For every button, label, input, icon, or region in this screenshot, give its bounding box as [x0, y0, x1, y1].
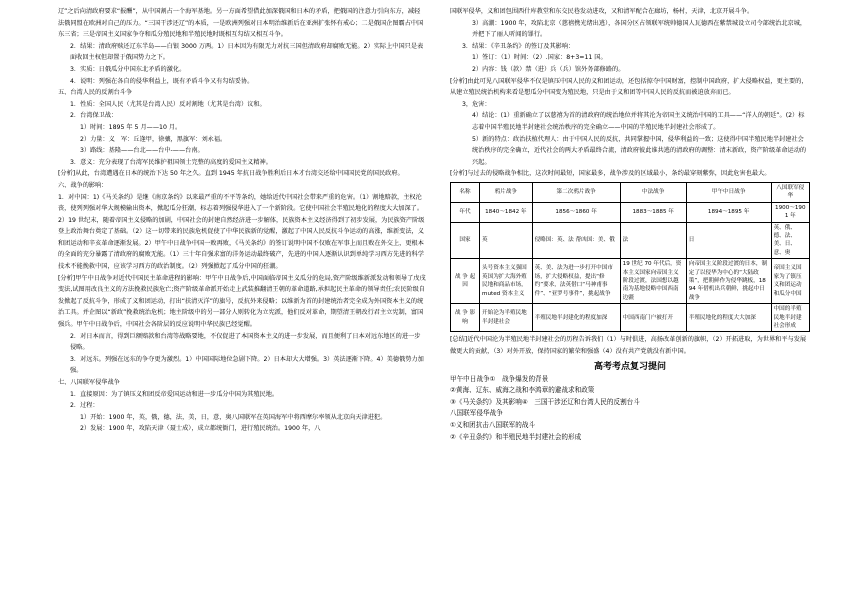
paragraph: 4）结论：(1）重新确立了以慈禧为首的清政府的统治地位并将其沦为帝国主义统治中国的工具——“洋人的朝廷”。(2）标志着中国半殖民地半封建社会统治秩序的完全确立——中国的半殖民地半封建社会形成了。 [472, 112, 805, 131]
paragraph: 3．对远东。列强在远东的争夺更为激烈。1）中国国际地位急剧下降。2）日本却大大增强。3）英法逐渐下降。4）美德俄势力加强。 [70, 355, 424, 375]
paragraph: [分析]由此可见八国联军侵华不仅是镇压中国人民的义和团运动，还包括掠夺中国财富，控制中国政府，扩大侵略权益，更主要的，从建立殖民统治机构来看是想瓜分中国变为殖民地，只是由于义和团等中国人民的反抗而被迫放弃而已。 [450, 77, 808, 97]
review-item: 八国联军侵华战争 [450, 409, 503, 418]
paragraph: 3）路线：基隆——台北——台中-——台南。 [80, 147, 204, 155]
paragraph: 1）签订：（1）时间：（2）.国家：8+3=11 国。 [472, 54, 607, 62]
table-cell: 1840～1842 年 [480, 202, 533, 222]
paragraph: 国联军侵华，义和团包围西什库教堂和东交民巷发动进攻，又和清军配合在廊坊，杨村，天津，北京开展斗争。 [450, 8, 754, 15]
paragraph: 1．对中国：1)《马关条约》是继《南京条约》以来最严重的不平等条约，她给近代中国社会带来严重的危害。（1）割地赔款，主权沦丧，使列列强对华大规模输出资本，掀起瓜分狂潮，标志着列强侵华进入了一个新阶段。它使中国社会半殖民地化的程度大大加深了。2）19 世纪末，随着帝国主义侵略的加剧，中国社会的封建自然经济进一步解体，民族资本主义经济得到了初步发展，为民族资产阶级登上政治舞台奠定了基础。（2）这一切带来的民族危机促使了中华民族新的觉醒，激起了中国人民反抗斗争运动的高涨，维新变法，义和团运动和辛亥革命逐渐发展。2）甲午中日战争中国一败再败，《马关条约》的签订说明中国不仅败在军事上而且败在外交上，更根本的全面的充分暴露了清政府的腐败无能。（1）三十年自强求富的洋务运动最终破产，先进的中国人逐渐认识到单纯学习西方先进的科学技术不能挽救中国，应该学习西方的政治制度。（2）列强掀起了瓜分中国的狂潮。 [58, 193, 425, 271]
table-cell: 1894～1895 年 [686, 202, 771, 222]
paragraph: 六、战争的影响： [58, 181, 108, 189]
paragraph: 1）开始：1900 年，英，俄，德，法，美，日，意，奥八国联军在英国海军中将西摩尔率领从北京向天津进犯。 [80, 413, 387, 421]
table-cell: 英、俄、德、法、美、日、意、奥 [771, 222, 809, 259]
paragraph: [分析]甲午中日战争对近代中国民主革命进程的影响：甲午中日战争后,中国面临帝国主义瓜分的危局,资产阶级维新派发动和领导了戊戌变法,试图用改良主义的方法挽救民族危亡;资产阶级革命派开始走上武装推翻清王朝的革命道路,承担起民主革命的领导责任;农民阶级自发掀起了反抗斗争，形成了义和团运动，打出“扶清灭洋”的旗号，反抗外来侵略；以维新为首的封建统治者完全成为外国资本主义的统治工具。并企图以“新政”挽救统治危机；地主阶级中的另一部分人则转化为立宪派，他们反对革命，期望清王朝改行君主立宪制，富国强兵。甲午中日战争后，中国社会各阶层的反应说明中华民族已经觉醒。 [58, 274, 426, 329]
paragraph: 1．直接原因：为了镇压义和团反帝爱国运动和进一步瓜分中国为其殖民地。 [70, 390, 279, 398]
paragraph: 五、台湾人民的反割台斗争 [58, 89, 133, 97]
table-cell: 半殖民地化的程度大大加深 [686, 304, 771, 332]
paragraph: 3．结果：《辛丑条约》的签订及其影响： [462, 42, 575, 50]
review-item: ①义和团抗击八国联军的战斗 [450, 420, 536, 429]
table-cell: 中国西南门户被打开 [620, 304, 686, 332]
table-cell: 向帝国主义阶段过渡的日本，制定了以侵华为中心的“大陆政策”，把朝鲜作为侵华跳板，1894 年借机出兵朝鲜，挑起中日战争 [686, 259, 771, 304]
table-header-row [451, 182, 810, 202]
review-title: 高考考点复习提问 [593, 361, 666, 372]
table-cell: 1856～1860 年 [532, 202, 620, 222]
review-item: ②《辛丑条约》和半殖民地半封建社会的形成 [450, 432, 582, 441]
table-cell: 英 [480, 222, 533, 259]
review-item: 甲午中日战争① 战争爆发的背景 [450, 374, 549, 383]
paragraph: 3）高潮：1900 年，攻陷北京（慈禧携光绪出逃），各国分区占领联军统帅德国人瓦德西在紫禁城设立司令部统治北京城，并把下了丽人听闻的罪行。 [472, 19, 807, 39]
table-cell: 中国的半殖民地半封建社会形成 [771, 304, 809, 332]
review-item: ③《马关条约》及其影响④ 三国干涉还辽和台湾人民的反割台斗 [450, 397, 640, 406]
table-result-row [451, 304, 810, 332]
table-cell: 1900～1901 年 [771, 202, 809, 222]
paragraph: 2．过程： [70, 402, 99, 410]
table-cell: 日 [686, 222, 771, 259]
paragraph: 2）发展：1900 年，攻陷天津（聂士成），成立都统衙门，进行殖民统治。1900 年，八 [80, 425, 321, 433]
years-label: 年代 [451, 202, 480, 222]
review-list [450, 374, 810, 444]
paragraph: 2．对日本而言，得到巨额赔款和台湾等战略要地，不仅促进了本国资本主义的进一步发展，而且便利了日本对远东地区的进一步侵略。 [70, 332, 421, 352]
paragraph: 2．结果：清政府赎还辽东半岛——白银 3000 万两。1）日本因为有限无力对抗三国但清政府却腐败无能。2）实际上中国只是表面收回主权但却置于俄国势力之下。 [70, 42, 424, 62]
war-comparison-table [450, 182, 810, 333]
table-header-cell: 甲午中日战争 [686, 182, 771, 202]
table-cell: 侵略国：英、法 帮凶国：美、俄 [532, 222, 620, 259]
paragraph: [分析]与过去的侵略战争相比，这次时间最短，国家最多，战争涉及的区域最小，条约最穿刻紫弥，因此危害也最大。 [450, 170, 771, 178]
table-cell: 半殖民地半封建化的程度加深 [532, 304, 620, 332]
paragraph: 3．实质：日俄瓜分中国东北矛盾的激化。 [70, 65, 186, 73]
paragraph: 辽”之后向清政府要求“报酬”，从中国割占一个海军基地。另一方面希望借此加深俄国和日本的矛盾，把俄国的注意力引向东方，减轻法俄同盟在欧洲对自己的压力。“三国干涉还辽”的本质，一是欧洲列强对日本明治维新后在亚洲扩张怀有戒心；二是俄国企图霸占中国东三省；三是帝国主义国家争夺和瓜分殖民地和半殖民地时既相互勾结又相互斗争。 [58, 8, 424, 39]
paragraph: 七、八国联军侵华战争 [58, 379, 120, 386]
table-cell: 头号资本主义强国英国为扩大海外殖民地和商品市场，muted 资本主义 [480, 259, 533, 304]
table-cell: 帝国主义国家为了镇压义和团运动和瓜分中国 [771, 259, 809, 304]
paragraph: 5）新的特点：政治扶植代理人：由于中国人民的反抗，共同掌握中国，侵华利益的一致；这使得中国半殖民地半封建社会统治秩序的完全确立，近代社会的两大矛盾最终合流，清政府彼此谁共逃的清政府的调整：清末新政，资产阶级革命运动的兴起。 [472, 135, 807, 166]
cause-label: 战 争 起 因 [451, 259, 480, 304]
paragraph: 2．台湾保卫战： [70, 112, 118, 120]
table-years-row [451, 202, 810, 222]
table-cell: 1883～1885 年 [620, 202, 686, 222]
right-column-text [450, 6, 810, 180]
paragraph: 4．说明：列强在各自的侵华利益上，既有矛盾斗争又有勾结妥协。 [70, 77, 254, 85]
paragraph: 3．意义：充分表现了台湾军民维护祖国领土完整的高度的爱国主义精神。 [70, 158, 272, 166]
countries-label: 国家 [451, 222, 480, 259]
table-header-cell: 第二次鸦片战争 [532, 182, 620, 202]
review-item: ②黄海、辽东、威海之战和李鸿章的避战求和政策 [450, 386, 595, 395]
paragraph: 2）力量：义 军：丘逢甲，徐骧，黑旗军：刘永福。 [80, 135, 227, 143]
paragraph: 1．性质：全国人民（尤其是台湾人民）反对割地（尤其是台湾）议和。 [70, 100, 266, 108]
table-header-cell: 名称 [451, 182, 480, 202]
paragraph: 3，危害： [462, 100, 491, 108]
result-label: 战 争 影 响 [451, 304, 480, 332]
paragraph: [分析]从此，台湾遭遇在日本的统治下达 50 年之久。直到 1945 年抗日战争胜利后日本才台湾交还给中国国民党的国民政府。 [58, 170, 404, 178]
right-column [450, 6, 810, 443]
paragraph: 2）内容：钱（款）禁（进）兵（兵）馆外务部修路的。 [472, 65, 625, 73]
table-cause-row [451, 259, 810, 304]
summary-paragraph: [总结]近代中国沦为半殖民地半封建社会的历程告诉我们（1）与时俱进，高扬改革创新的旗帜，（2）开拓进取，为世界和平与发展做更大的贡献，（3）对外开放，保持国家的繁荣和强盛（4）没有共产党就没有新中国。 [450, 336, 807, 355]
table-cell: 19 世纪 70 年代后，资本主义国家向帝国主义阶段过渡，法国想以越南为基地侵略中国西南边疆 [620, 259, 686, 304]
table-cell: 法 [620, 222, 686, 259]
table-header-cell: 八国联军侵华 [771, 182, 809, 202]
paragraph: 1）时间：1895 年 5 月——10 月。 [80, 123, 182, 131]
table-header-cell: 鸦片战争 [480, 182, 533, 202]
table-cell: 开始沦为半殖民地半封建社会 [480, 304, 533, 332]
table-cell: 英、美、法为进一步打开中国市场，扩大侵略权益，提出“修约”要求，法英借口“马神甫事件”、“亚罗号事件”，挑起战争 [532, 259, 620, 304]
table-countries-row [451, 222, 810, 259]
left-column [58, 6, 426, 435]
table-header-cell: 中法战争 [620, 182, 686, 202]
